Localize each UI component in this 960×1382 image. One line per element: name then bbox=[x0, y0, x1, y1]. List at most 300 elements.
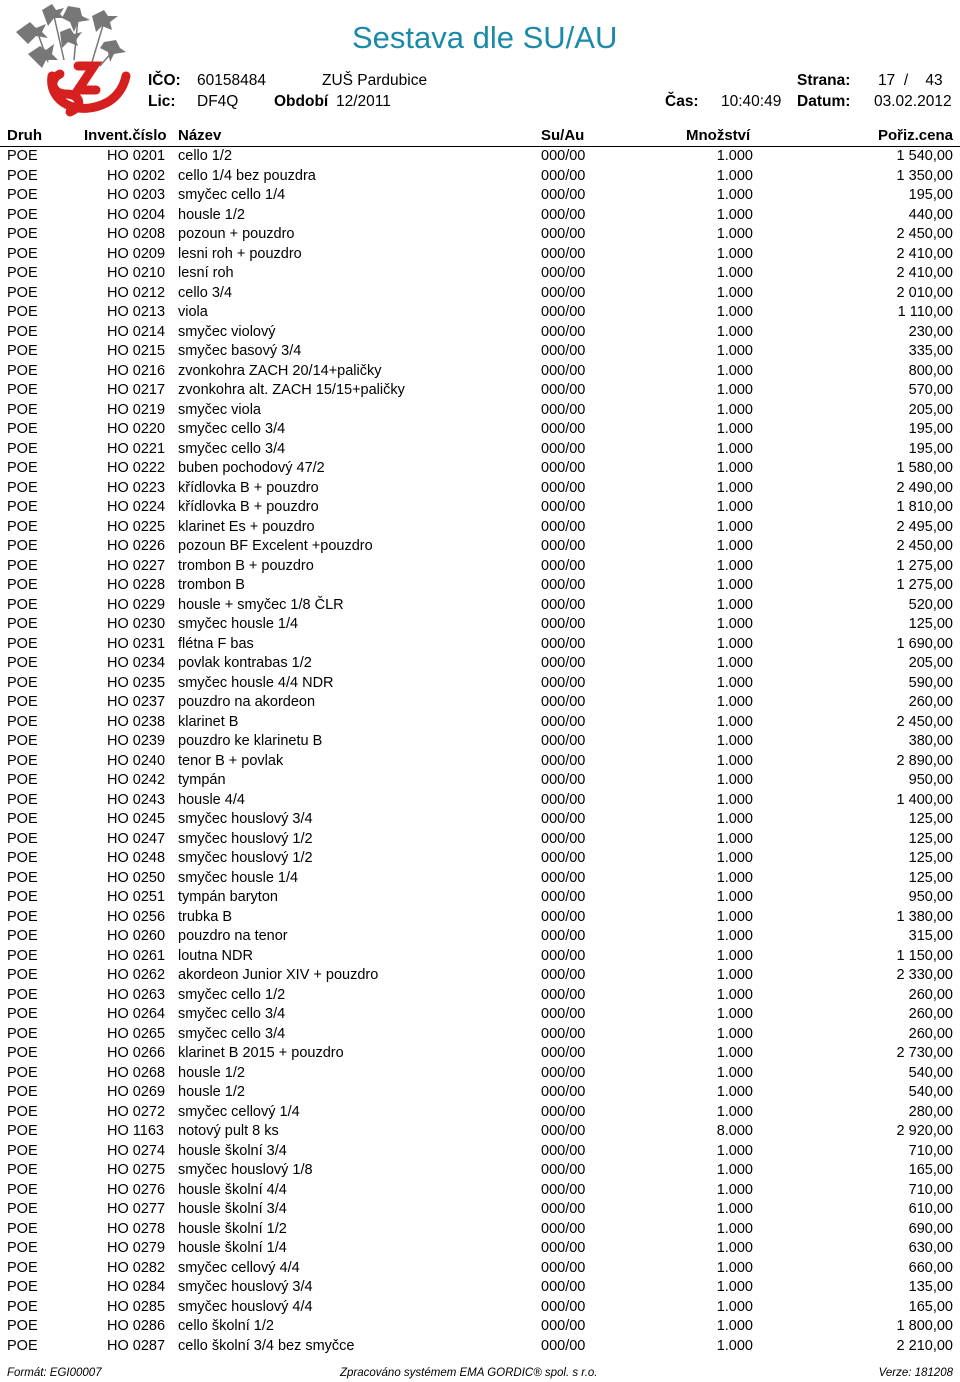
cell-cena: 2 410,00 bbox=[896, 245, 953, 262]
table-row bbox=[0, 186, 960, 206]
cell-invent: HO 0216 bbox=[107, 362, 166, 379]
cell-druh: POE bbox=[7, 401, 38, 418]
school-logo bbox=[8, 2, 138, 120]
cell-invent: HO 0260 bbox=[107, 928, 166, 944]
table-row bbox=[0, 1103, 960, 1123]
cell-invent: HO 0269 bbox=[107, 1084, 166, 1100]
cell-suau: 000/00 bbox=[541, 791, 586, 808]
cell-druh: POE bbox=[7, 733, 38, 749]
table-row bbox=[0, 1064, 960, 1084]
cell-mnozstvi: 1.000 bbox=[716, 499, 753, 515]
cell-druh: POE bbox=[7, 421, 38, 437]
cell-mnozstvi: 1.000 bbox=[716, 479, 753, 496]
cell-invent: HO 0201 bbox=[107, 148, 166, 164]
cell-suau: 000/00 bbox=[541, 908, 586, 925]
cell-nazev: křídlovka B + pouzdro bbox=[178, 499, 319, 515]
cell-mnozstvi: 1.000 bbox=[716, 1298, 753, 1315]
table-row bbox=[0, 362, 960, 382]
cell-cena: 2 920,00 bbox=[896, 1123, 953, 1139]
cell-mnozstvi: 8.000 bbox=[716, 1123, 753, 1139]
table-row bbox=[0, 1181, 960, 1201]
cell-invent: HO 0222 bbox=[107, 460, 166, 476]
cell-nazev: smyčec cello 1/2 bbox=[178, 986, 286, 1003]
cell-druh: POE bbox=[7, 1006, 38, 1022]
cell-cena: 690,00 bbox=[908, 1220, 953, 1237]
cell-invent: HO 0256 bbox=[107, 908, 166, 925]
page-footer bbox=[0, 1366, 960, 1382]
cell-suau: 000/00 bbox=[541, 167, 586, 184]
column-cena: Pořiz.cena bbox=[877, 127, 953, 144]
ico-label: IČO: bbox=[148, 72, 181, 89]
lic-label: Lic: bbox=[148, 93, 176, 110]
cell-nazev: klarinet B 2015 + pouzdro bbox=[178, 1045, 344, 1061]
cell-suau: 000/00 bbox=[541, 245, 586, 262]
cell-mnozstvi: 1.000 bbox=[716, 713, 753, 730]
cell-nazev: tympán bbox=[178, 772, 226, 788]
table-row bbox=[0, 615, 960, 635]
cell-suau: 000/00 bbox=[541, 440, 586, 457]
cell-nazev: housle školní 1/2 bbox=[178, 1220, 287, 1237]
table-row bbox=[0, 849, 960, 869]
cell-mnozstvi: 1.000 bbox=[716, 226, 753, 242]
cell-mnozstvi: 1.000 bbox=[716, 187, 753, 203]
cell-druh: POE bbox=[7, 830, 38, 847]
cell-mnozstvi: 1.000 bbox=[716, 850, 753, 866]
cell-mnozstvi: 1.000 bbox=[716, 440, 753, 457]
cell-nazev: loutna NDR bbox=[178, 947, 253, 964]
cell-nazev: housle 1/2 bbox=[178, 1064, 245, 1081]
cell-suau: 000/00 bbox=[541, 811, 586, 827]
table-row bbox=[0, 557, 960, 577]
cell-mnozstvi: 1.000 bbox=[716, 401, 753, 418]
cell-druh: POE bbox=[7, 596, 38, 613]
cell-suau: 000/00 bbox=[541, 284, 586, 301]
table-row bbox=[0, 1142, 960, 1162]
cell-invent: HO 0231 bbox=[107, 635, 166, 652]
cell-cena: 2 010,00 bbox=[896, 284, 953, 301]
cell-nazev: pozoun + pouzdro bbox=[178, 226, 295, 242]
cell-druh: POE bbox=[7, 460, 38, 476]
cell-invent: HO 0264 bbox=[107, 1006, 166, 1022]
cell-invent: HO 0229 bbox=[107, 596, 166, 613]
cell-mnozstvi: 1.000 bbox=[716, 1084, 753, 1100]
cell-nazev: cello 1/2 bbox=[178, 148, 233, 164]
cell-suau: 000/00 bbox=[541, 499, 586, 515]
cell-suau: 000/00 bbox=[541, 362, 586, 379]
cell-suau: 000/00 bbox=[541, 1220, 586, 1237]
cell-nazev: smyčec cello 1/4 bbox=[178, 187, 286, 203]
cell-suau: 000/00 bbox=[541, 1084, 586, 1100]
table-row bbox=[0, 245, 960, 265]
table-row bbox=[0, 440, 960, 460]
cell-suau: 000/00 bbox=[541, 713, 586, 730]
cell-invent: HO 0215 bbox=[107, 343, 166, 359]
cell-cena: 195,00 bbox=[908, 187, 953, 203]
cell-suau: 000/00 bbox=[541, 1201, 586, 1217]
cell-suau: 000/00 bbox=[541, 889, 586, 905]
table-row bbox=[0, 693, 960, 713]
cell-nazev: smyčec houslový 3/4 bbox=[178, 811, 313, 827]
cell-nazev: smyčec viola bbox=[178, 401, 261, 418]
footer-format: Formát: EGI00007 bbox=[7, 1367, 102, 1379]
column-invent: Invent.číslo bbox=[84, 127, 167, 144]
cell-druh: POE bbox=[7, 362, 38, 379]
cell-nazev: smyčec basový 3/4 bbox=[178, 343, 302, 359]
cell-invent: HO 0250 bbox=[107, 869, 166, 886]
datum-value: 03.02.2012 bbox=[874, 93, 952, 110]
cell-invent: HO 0278 bbox=[107, 1220, 166, 1237]
cell-mnozstvi: 1.000 bbox=[716, 362, 753, 379]
cell-suau: 000/00 bbox=[541, 1318, 586, 1334]
cell-invent: HO 0203 bbox=[107, 187, 166, 203]
cell-druh: POE bbox=[7, 284, 38, 301]
cell-cena: 800,00 bbox=[908, 362, 953, 379]
cell-druh: POE bbox=[7, 928, 38, 944]
footer-version: Verze: 181208 bbox=[878, 1367, 953, 1379]
cell-cena: 950,00 bbox=[908, 772, 953, 788]
cell-invent: HO 0214 bbox=[107, 323, 166, 340]
cell-mnozstvi: 1.000 bbox=[716, 908, 753, 925]
cell-druh: POE bbox=[7, 479, 38, 496]
cell-nazev: smyčec cello 3/4 bbox=[178, 421, 286, 437]
cell-invent: HO 0274 bbox=[107, 1142, 166, 1159]
cell-druh: POE bbox=[7, 538, 38, 554]
cell-nazev: povlak kontrabas 1/2 bbox=[178, 655, 312, 671]
cell-nazev: trubka B bbox=[178, 908, 232, 925]
cell-cena: 2 730,00 bbox=[896, 1045, 953, 1061]
cell-invent: HO 0210 bbox=[107, 265, 166, 281]
cell-nazev: tenor B + povlak bbox=[178, 752, 284, 769]
cell-suau: 000/00 bbox=[541, 148, 586, 164]
cell-cena: 2 450,00 bbox=[896, 226, 953, 242]
cell-nazev: smyčec cellový 4/4 bbox=[178, 1259, 300, 1276]
table-row bbox=[0, 498, 960, 518]
table-row bbox=[0, 927, 960, 947]
cell-mnozstvi: 1.000 bbox=[716, 1045, 753, 1061]
table-row bbox=[0, 869, 960, 889]
table-row bbox=[0, 537, 960, 557]
cell-druh: POE bbox=[7, 245, 38, 262]
cell-invent: HO 0208 bbox=[107, 226, 166, 242]
cell-mnozstvi: 1.000 bbox=[716, 1201, 753, 1217]
cell-suau: 000/00 bbox=[541, 694, 586, 710]
cell-nazev: housle + smyčec 1/8 ČLR bbox=[178, 596, 344, 613]
cell-mnozstvi: 1.000 bbox=[716, 1162, 753, 1178]
cell-druh: POE bbox=[7, 343, 38, 359]
cell-invent: HO 0235 bbox=[107, 674, 166, 691]
cell-cena: 260,00 bbox=[908, 694, 953, 710]
cell-druh: POE bbox=[7, 655, 38, 671]
cell-cena: 205,00 bbox=[908, 655, 953, 671]
cell-mnozstvi: 1.000 bbox=[716, 284, 753, 301]
table-row bbox=[0, 401, 960, 421]
table-row bbox=[0, 342, 960, 362]
cell-nazev: smyčec housle 4/4 NDR bbox=[178, 674, 334, 691]
obdobi-value: 12/2011 bbox=[336, 93, 391, 110]
cell-suau: 000/00 bbox=[541, 226, 586, 242]
cell-suau: 000/00 bbox=[541, 343, 586, 359]
cell-druh: POE bbox=[7, 1123, 38, 1139]
cell-suau: 000/00 bbox=[541, 635, 586, 652]
cell-mnozstvi: 1.000 bbox=[716, 830, 753, 847]
table-row bbox=[0, 1298, 960, 1318]
cell-nazev: pouzdro na tenor bbox=[178, 928, 288, 944]
cell-suau: 000/00 bbox=[541, 850, 586, 866]
cell-cena: 125,00 bbox=[908, 616, 953, 632]
cell-druh: POE bbox=[7, 694, 38, 710]
cell-invent: HO 0262 bbox=[107, 967, 166, 983]
cell-mnozstvi: 1.000 bbox=[716, 538, 753, 554]
cell-cena: 1 580,00 bbox=[896, 460, 953, 476]
cell-cena: 540,00 bbox=[908, 1084, 953, 1100]
cell-cena: 2 330,00 bbox=[896, 967, 953, 983]
table-row bbox=[0, 1200, 960, 1220]
obdobi-label: Období bbox=[274, 93, 329, 110]
cell-cena: 165,00 bbox=[908, 1162, 953, 1178]
cell-nazev: pozoun BF Excelent +pouzdro bbox=[178, 538, 373, 554]
cell-cena: 125,00 bbox=[908, 811, 953, 827]
cell-suau: 000/00 bbox=[541, 596, 586, 613]
table-row bbox=[0, 1025, 960, 1045]
cell-nazev: pouzdro na akordeon bbox=[178, 694, 316, 710]
cell-suau: 000/00 bbox=[541, 733, 586, 749]
cell-mnozstvi: 1.000 bbox=[716, 928, 753, 944]
cell-cena: 1 540,00 bbox=[896, 148, 953, 164]
cell-suau: 000/00 bbox=[541, 1259, 586, 1276]
cell-mnozstvi: 1.000 bbox=[716, 772, 753, 788]
cell-invent: HO 0219 bbox=[107, 401, 166, 418]
cell-suau: 000/00 bbox=[541, 1181, 586, 1198]
table-row bbox=[0, 732, 960, 752]
cell-druh: POE bbox=[7, 1162, 38, 1178]
cell-cena: 590,00 bbox=[908, 674, 953, 691]
table-row bbox=[0, 1044, 960, 1064]
cell-invent: HO 0282 bbox=[107, 1259, 166, 1276]
table-row bbox=[0, 635, 960, 655]
cell-invent: HO 0204 bbox=[107, 206, 166, 223]
cell-cena: 950,00 bbox=[908, 889, 953, 905]
table-row bbox=[0, 1122, 960, 1142]
cell-nazev: křídlovka B + pouzdro bbox=[178, 479, 319, 496]
table-row bbox=[0, 810, 960, 830]
cell-mnozstvi: 1.000 bbox=[716, 1318, 753, 1334]
cell-nazev: housle školní 3/4 bbox=[178, 1142, 287, 1159]
cell-nazev: cello školní 3/4 bez smyčce bbox=[178, 1337, 355, 1354]
table-row bbox=[0, 596, 960, 616]
cell-mnozstvi: 1.000 bbox=[716, 1064, 753, 1081]
table-row bbox=[0, 147, 960, 167]
cell-nazev: smyčec cello 3/4 bbox=[178, 440, 286, 457]
cell-cena: 1 275,00 bbox=[896, 557, 953, 574]
table-body bbox=[0, 147, 960, 1356]
cell-suau: 000/00 bbox=[541, 655, 586, 671]
cell-druh: POE bbox=[7, 713, 38, 730]
cell-invent: HO 0212 bbox=[107, 284, 166, 301]
cell-suau: 000/00 bbox=[541, 967, 586, 983]
cell-suau: 000/00 bbox=[541, 1162, 586, 1178]
cell-invent: HO 0220 bbox=[107, 421, 166, 437]
cell-invent: HO 0223 bbox=[107, 479, 166, 496]
cell-mnozstvi: 1.000 bbox=[716, 596, 753, 613]
cell-druh: POE bbox=[7, 908, 38, 925]
cell-druh: POE bbox=[7, 791, 38, 808]
cell-cena: 1 380,00 bbox=[896, 908, 953, 925]
cell-suau: 000/00 bbox=[541, 1006, 586, 1022]
cell-cena: 570,00 bbox=[908, 382, 953, 398]
table-row bbox=[0, 381, 960, 401]
cell-suau: 000/00 bbox=[541, 401, 586, 418]
cell-mnozstvi: 1.000 bbox=[716, 967, 753, 983]
cell-cena: 125,00 bbox=[908, 850, 953, 866]
cell-mnozstvi: 1.000 bbox=[716, 518, 753, 535]
cell-suau: 000/00 bbox=[541, 304, 586, 320]
cell-druh: POE bbox=[7, 1045, 38, 1061]
cell-mnozstvi: 1.000 bbox=[716, 206, 753, 223]
cell-druh: POE bbox=[7, 187, 38, 203]
cell-cena: 2 410,00 bbox=[896, 265, 953, 281]
cell-mnozstvi: 1.000 bbox=[716, 245, 753, 262]
datum-label: Datum: bbox=[797, 93, 851, 110]
cell-mnozstvi: 1.000 bbox=[716, 733, 753, 749]
cell-nazev: housle 1/2 bbox=[178, 1084, 245, 1100]
report-title: Sestava dle SU/AU bbox=[352, 20, 618, 55]
cell-suau: 000/00 bbox=[541, 616, 586, 632]
cell-cena: 1 150,00 bbox=[896, 947, 953, 964]
cell-suau: 000/00 bbox=[541, 1025, 586, 1042]
table-row bbox=[0, 1005, 960, 1025]
cell-nazev: klarinet Es + pouzdro bbox=[178, 518, 315, 535]
table-row bbox=[0, 654, 960, 674]
cell-mnozstvi: 1.000 bbox=[716, 1337, 753, 1354]
cell-nazev: housle školní 4/4 bbox=[178, 1181, 287, 1198]
table-row bbox=[0, 1317, 960, 1337]
table-row bbox=[0, 576, 960, 596]
cell-invent: HO 0243 bbox=[107, 791, 166, 808]
table-row bbox=[0, 1337, 960, 1357]
cell-druh: POE bbox=[7, 1220, 38, 1237]
cell-nazev: viola bbox=[178, 304, 208, 320]
cell-invent: HO 0242 bbox=[107, 772, 166, 788]
cell-mnozstvi: 1.000 bbox=[716, 1220, 753, 1237]
cell-suau: 000/00 bbox=[541, 1240, 586, 1256]
column-nazev: Název bbox=[178, 127, 222, 144]
cell-druh: POE bbox=[7, 811, 38, 827]
cell-mnozstvi: 1.000 bbox=[716, 811, 753, 827]
table-row bbox=[0, 986, 960, 1006]
cell-mnozstvi: 1.000 bbox=[716, 382, 753, 398]
column-druh: Druh bbox=[7, 127, 42, 144]
cell-druh: POE bbox=[7, 1084, 38, 1100]
cell-cena: 125,00 bbox=[908, 830, 953, 847]
cell-mnozstvi: 1.000 bbox=[716, 148, 753, 164]
cell-druh: POE bbox=[7, 167, 38, 184]
cell-druh: POE bbox=[7, 967, 38, 983]
cell-nazev: akordeon Junior XIV + pouzdro bbox=[178, 967, 379, 983]
table-row bbox=[0, 908, 960, 928]
cell-cena: 125,00 bbox=[908, 869, 953, 886]
cell-suau: 000/00 bbox=[541, 577, 586, 593]
ico-value: 60158484 bbox=[197, 72, 266, 89]
cell-invent: HO 0217 bbox=[107, 382, 166, 398]
cell-druh: POE bbox=[7, 635, 38, 652]
cell-invent: HO 0228 bbox=[107, 577, 166, 593]
cell-cena: 610,00 bbox=[908, 1201, 953, 1217]
cell-druh: POE bbox=[7, 1259, 38, 1276]
cell-mnozstvi: 1.000 bbox=[716, 947, 753, 964]
cell-invent: HO 0272 bbox=[107, 1103, 166, 1120]
cell-mnozstvi: 1.000 bbox=[716, 889, 753, 905]
cell-nazev: smyčec housle 1/4 bbox=[178, 616, 299, 632]
cell-mnozstvi: 1.000 bbox=[716, 1279, 753, 1295]
cell-invent: HO 0263 bbox=[107, 986, 166, 1003]
cell-cena: 195,00 bbox=[908, 421, 953, 437]
cell-cena: 540,00 bbox=[908, 1064, 953, 1081]
cell-suau: 000/00 bbox=[541, 1337, 586, 1354]
cell-invent: HO 0225 bbox=[107, 518, 166, 535]
cell-druh: POE bbox=[7, 206, 38, 223]
cell-cena: 710,00 bbox=[908, 1181, 953, 1198]
cell-druh: POE bbox=[7, 577, 38, 593]
cell-cena: 2 450,00 bbox=[896, 713, 953, 730]
cell-nazev: cello 1/4 bez pouzdra bbox=[178, 167, 316, 184]
cell-nazev: smyčec cello 3/4 bbox=[178, 1025, 286, 1042]
cell-suau: 000/00 bbox=[541, 1123, 586, 1139]
table-row bbox=[0, 1259, 960, 1279]
cell-invent: HO 0227 bbox=[107, 557, 166, 574]
cell-cena: 335,00 bbox=[908, 343, 953, 359]
cell-mnozstvi: 1.000 bbox=[716, 167, 753, 184]
table-row bbox=[0, 1220, 960, 1240]
cell-suau: 000/00 bbox=[541, 557, 586, 574]
cell-druh: POE bbox=[7, 265, 38, 281]
cell-cena: 1 800,00 bbox=[896, 1318, 953, 1334]
cell-mnozstvi: 1.000 bbox=[716, 557, 753, 574]
table-row bbox=[0, 674, 960, 694]
cell-invent: HO 0224 bbox=[107, 499, 166, 515]
cell-nazev: smyčec cello 3/4 bbox=[178, 1006, 286, 1022]
cell-druh: POE bbox=[7, 1318, 38, 1334]
table-row bbox=[0, 1161, 960, 1181]
cell-invent: HO 0234 bbox=[107, 655, 166, 671]
cell-invent: HO 0237 bbox=[107, 694, 166, 710]
cell-mnozstvi: 1.000 bbox=[716, 343, 753, 359]
cell-suau: 000/00 bbox=[541, 323, 586, 340]
cell-invent: HO 0279 bbox=[107, 1240, 166, 1256]
table-row bbox=[0, 830, 960, 850]
cell-nazev: lesni roh + pouzdro bbox=[178, 245, 302, 262]
table-row bbox=[0, 479, 960, 499]
cell-mnozstvi: 1.000 bbox=[716, 1181, 753, 1198]
cell-suau: 000/00 bbox=[541, 1064, 586, 1081]
cell-nazev: buben pochodový 47/2 bbox=[178, 460, 325, 476]
cell-suau: 000/00 bbox=[541, 421, 586, 437]
cell-druh: POE bbox=[7, 947, 38, 964]
cell-nazev: smyčec houslový 1/2 bbox=[178, 850, 313, 866]
cell-invent: HO 0230 bbox=[107, 616, 166, 632]
cas-value: 10:40:49 bbox=[721, 93, 782, 110]
table-row bbox=[0, 225, 960, 245]
cell-mnozstvi: 1.000 bbox=[716, 752, 753, 769]
table-row bbox=[0, 791, 960, 811]
cell-mnozstvi: 1.000 bbox=[716, 1240, 753, 1256]
cell-suau: 000/00 bbox=[541, 265, 586, 281]
strana-label: Strana: bbox=[797, 72, 851, 89]
cell-mnozstvi: 1.000 bbox=[716, 616, 753, 632]
cell-mnozstvi: 1.000 bbox=[716, 635, 753, 652]
cell-nazev: flétna F bas bbox=[178, 635, 254, 652]
footer-processed: Zpracováno systémem EMA GORDIC® spol. s r.o. bbox=[340, 1367, 598, 1379]
table-row bbox=[0, 1278, 960, 1298]
